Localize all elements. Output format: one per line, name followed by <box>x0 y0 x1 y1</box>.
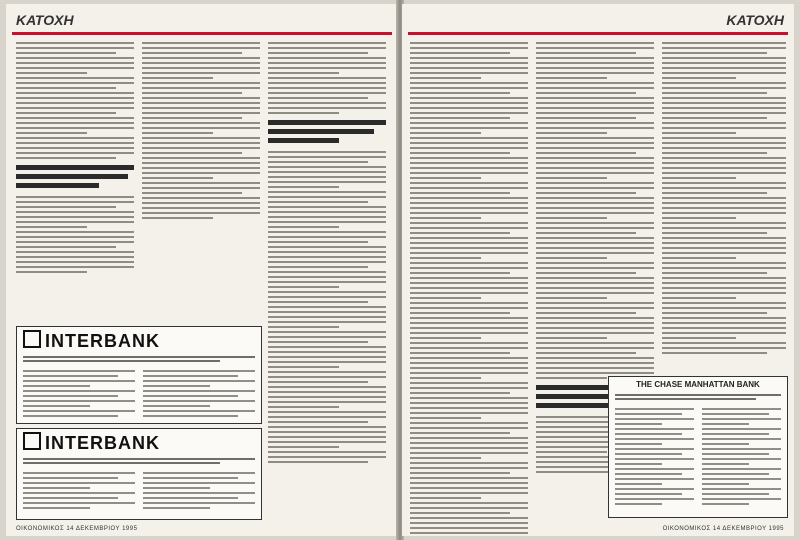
left-text-column-3 <box>268 42 386 466</box>
interbank-ad-2-logo-text: INTERBANK <box>45 433 160 453</box>
interbank-ad-2 <box>16 428 262 520</box>
right-header-rule <box>408 32 788 35</box>
interbank-ad-1 <box>16 326 262 424</box>
left-page-footer: ΟΙΚΟΝΟΜΙΚΟΣ 14 ΔΕΚΕΜΒΡΙΟΥ 1995 <box>16 526 138 532</box>
interbank-logo-icon <box>23 432 41 450</box>
right-text-column-3 <box>662 42 786 357</box>
right-section-label: ΚΑΤΟΧΗ <box>726 12 784 28</box>
right-text-column-1 <box>410 42 528 536</box>
left-page <box>6 4 398 536</box>
left-subheadline-2 <box>268 120 386 143</box>
right-page-footer: ΟΙΚΟΝΟΜΙΚΟΣ 14 ΔΕΚΕΜΒΡΙΟΥ 1995 <box>662 526 784 532</box>
interbank-ad-1-logo-text: INTERBANK <box>45 331 160 351</box>
interbank-ad-1-logo <box>17 327 261 352</box>
left-section-label: ΚΑΤΟΧΗ <box>16 12 74 28</box>
left-subheadline-1 <box>16 165 134 188</box>
interbank-ad-2-logo <box>17 429 261 454</box>
left-header-rule <box>12 32 392 35</box>
left-text-column-1 <box>16 42 134 276</box>
chase-ad-title: THE CHASE MANHATTAN BANK <box>636 380 760 389</box>
right-page <box>402 4 794 536</box>
left-text-column-2 <box>142 42 260 222</box>
chase-manhattan-ad <box>608 376 788 518</box>
interbank-logo-icon <box>23 330 41 348</box>
